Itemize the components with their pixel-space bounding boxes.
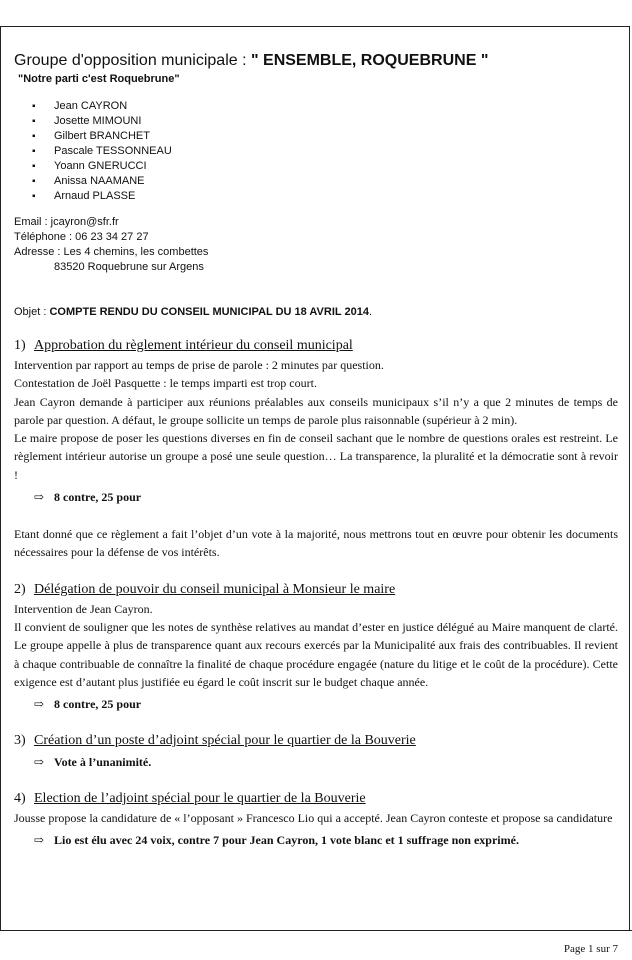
paragraph: Jousse propose la candidature de « l’opposant » Francesco Lio qui a accepté. Jean Cayron conteste et propose sa candidature (14, 811, 613, 826)
minutes (14, 338, 618, 849)
vote-result: ⇨ Lio est élu avec 24 voix, contre 7 pour Jean Cayron, 1 vote blanc et 1 suffrage non exprimé. (34, 833, 519, 848)
arrow-right-icon: ⇨ (34, 755, 45, 770)
section-heading: 1) Approbation du règlement intérieur du conseil municipal (14, 338, 353, 353)
vote-result: ⇨ 8 contre, 25 pour (34, 697, 142, 712)
list-item: ▪ Josette MIMOUNI (32, 114, 618, 129)
vote-result: ⇨ 8 contre, 25 pour (34, 490, 142, 505)
list-item: ▪ Arnaud PLASSE (32, 189, 618, 204)
contact-phone: Téléphone : 06 23 34 27 27 (14, 231, 149, 243)
arrow-right-icon: ⇨ (34, 833, 45, 848)
section-heading: 4) Election de l’adjoint spécial pour le quartier de la Bouverie (14, 791, 366, 807)
paragraph: Jean Cayron demande à participer aux réunions préalables aux conseils municipaux s’il n’y a que 2 minutes de temps de parole par question. A défaut, le groupe sollicite un temps de parole plus raisonnable (supérieur à 2 min). (14, 394, 618, 427)
section-heading: 2) Délégation de pouvoir du conseil municipal à Monsieur le maire (14, 581, 396, 597)
contact-email: Email : jcayron@sfr.fr (14, 216, 119, 228)
arrow-right-icon: ⇨ (34, 490, 45, 505)
page-number: Page 1 sur 7 (563, 943, 618, 955)
paragraph: Le maire propose de poser les questions diverses en fin de conseil sachant que le nombre de questions orales est restreint. Le règlement intérieur autorise un groupe a posé une seule question… La transparence, la pluralité et la démocratie sont à revoir ! (14, 431, 618, 482)
members-list (32, 99, 618, 204)
paragraph: Il convient de souligner que les notes de synthèse relatives au mandat d’ester en justice délégué au Maire manquent de clarté. Le groupe appelle à plus de transparence quant aux recours exercés par la Municipalité aux frais des contribuables. Il revient à chaque contribuable de connaître la finalité de chaque procédure engagée (nature du litige et le coût de la procédure). Cette exigence est d’autant plus justifiée eu égard le coût inscrit sur le budget chaque année. (14, 619, 618, 689)
paragraph: Contestation de Joël Pasquette : le temps imparti est trop court. (14, 376, 317, 391)
paragraph: Intervention de Jean Cayron. (14, 601, 153, 616)
objet-line: Objet : COMPTE RENDU DU CONSEIL MUNICIPAL DU 18 AVRIL 2014. (14, 306, 372, 318)
arrow-right-icon: ⇨ (34, 697, 45, 712)
paragraph: Intervention par rapport au temps de prise de parole : 2 minutes par question. (14, 358, 384, 372)
document-body (14, 48, 618, 849)
section-heading: 3) Création d’un poste d’adjoint spécial pour le quartier de la Bouverie (14, 733, 416, 749)
contact-address: Adresse : Les 4 chemins, les combettes (14, 246, 209, 258)
contact-address-city: 83520 Roquebrune sur Argens (54, 261, 204, 273)
list-item: ▪ Anissa NAAMANE (32, 174, 618, 189)
list-item: ▪ Gilbert BRANCHET (32, 129, 618, 144)
page-subtitle: "Notre parti c'est Roquebrune" (18, 73, 180, 85)
page-title: Groupe d'opposition municipale : " ENSEMBLE, ROQUEBRUNE " (14, 52, 489, 69)
list-item: ▪ Pascale TESSONNEAU (32, 144, 618, 159)
contact-block (14, 215, 618, 275)
footer-divider (0, 930, 632, 931)
vote-result: ⇨ Vote à l’unanimité. (34, 755, 152, 770)
list-item: ▪ Jean CAYRON (32, 99, 618, 114)
list-item: ▪ Yoann GNERUCCI (32, 159, 618, 174)
paragraph: Etant donné que ce règlement a fait l’objet d’un vote à la majorité, nous mettrons tout en œuvre pour obtenir les documents nécessaires pour la défense de vos intérêts. (14, 527, 618, 560)
